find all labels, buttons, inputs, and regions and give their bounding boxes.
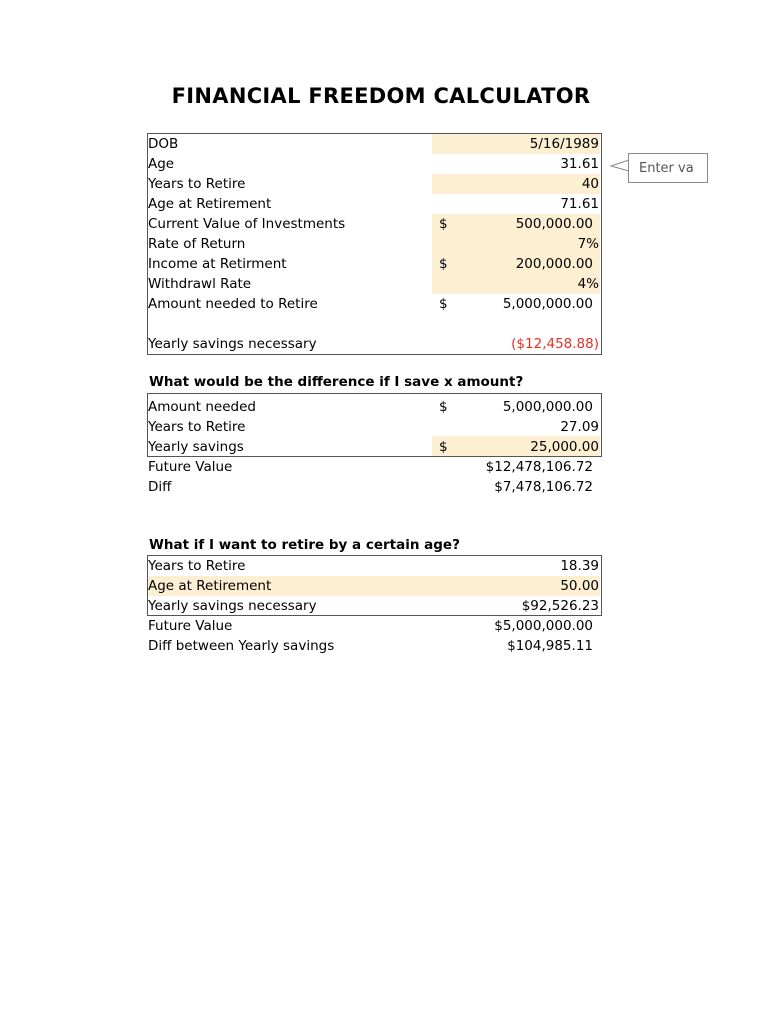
years-to-retire-2-cell: 27.09: [560, 419, 599, 435]
row-label: Amount needed to Retire: [148, 296, 318, 312]
row-diff: [147, 477, 601, 497]
row-rate-of-return: [147, 234, 601, 254]
age-at-retirement-3-cell[interactable]: 50.00: [560, 578, 599, 594]
row-label: DOB: [148, 136, 179, 152]
row-label: Rate of Return: [148, 236, 246, 252]
row-yearly-savings-necessary: [147, 334, 601, 354]
row-current-value: [147, 214, 601, 234]
row-income-at-retirement: [147, 254, 601, 274]
cell-comment[interactable]: Enter va: [628, 153, 708, 183]
income-at-retirement-cell[interactable]: 200,000.00: [515, 256, 593, 272]
row-label: Future Value: [148, 459, 233, 475]
age-at-retirement-cell: 71.61: [560, 196, 599, 212]
row-label: Age at Retirement: [148, 196, 272, 212]
currency-symbol: $: [439, 296, 448, 312]
row-label: Yearly savings necessary: [148, 598, 317, 614]
row-age: [147, 154, 601, 174]
row-dob: [147, 134, 601, 154]
row-amount-needed: [147, 294, 601, 314]
row-amount-needed-2: [147, 397, 601, 417]
current-value-cell[interactable]: 500,000.00: [515, 216, 593, 232]
row-years-to-retire-3: [147, 556, 601, 576]
row-label: Yearly savings necessary: [148, 336, 317, 352]
dob-cell[interactable]: 5/16/1989: [529, 136, 599, 152]
yearly-savings-necessary-cell: ($12,458.88): [511, 336, 599, 352]
section-heading: What would be the difference if I save x amount?: [149, 374, 524, 390]
currency-symbol: $: [439, 256, 448, 272]
row-label: Diff between Yearly savings: [148, 638, 335, 654]
row-years-to-retire: [147, 174, 601, 194]
rate-of-return-cell[interactable]: 7%: [577, 236, 599, 252]
row-label: Years to Retire: [148, 558, 246, 574]
withdrawl-rate-cell[interactable]: 4%: [577, 276, 599, 292]
row-label: Yearly savings: [148, 439, 244, 455]
row-label: Age: [148, 156, 175, 172]
section-heading: What if I want to retire by a certain age?: [149, 537, 460, 553]
age-cell: 31.61: [560, 156, 599, 172]
row-age-at-retirement-3: [147, 576, 601, 596]
currency-symbol: $: [439, 399, 448, 415]
row-years-to-retire-2: [147, 417, 601, 437]
years-to-retire-cell[interactable]: 40: [581, 176, 599, 192]
row-label: Years to Retire: [148, 419, 246, 435]
page-title: FINANCIAL FREEDOM CALCULATOR: [171, 84, 591, 108]
row-label: Amount needed: [148, 399, 256, 415]
row-label: Income at Retirment: [148, 256, 287, 272]
row-diff-yearly-savings: [147, 636, 601, 656]
amount-needed-cell: 5,000,000.00: [502, 296, 593, 312]
row-withdrawl-rate: [147, 274, 601, 294]
row-yearly-savings: [147, 437, 601, 457]
amount-needed-2-cell: 5,000,000.00: [502, 399, 593, 415]
row-label: Future Value: [148, 618, 233, 634]
diff-cell: $7,478,106.72: [494, 479, 593, 495]
row-label: Withdrawl Rate: [148, 276, 252, 292]
diff-yearly-savings-cell: $104,985.11: [507, 638, 593, 654]
currency-symbol: $: [439, 439, 448, 455]
row-future-value-3: [147, 616, 601, 636]
row-label: Years to Retire: [148, 176, 246, 192]
comment-pointer-icon: [610, 158, 630, 178]
row-yearly-savings-necessary-3: [147, 596, 601, 616]
row-age-at-retirement: [147, 194, 601, 214]
currency-symbol: $: [439, 216, 448, 232]
future-value-3-cell: $5,000,000.00: [494, 618, 593, 634]
years-to-retire-3-cell: 18.39: [560, 558, 599, 574]
row-label: Age at Retirement: [148, 578, 272, 594]
yearly-savings-necessary-3-cell: $92,526.23: [521, 598, 599, 614]
future-value-cell: $12,478,106.72: [485, 459, 593, 475]
row-label: Diff: [148, 479, 172, 495]
yearly-savings-cell[interactable]: 25,000.00: [530, 439, 599, 455]
row-label: Current Value of Investments: [148, 216, 346, 232]
row-future-value: [147, 457, 601, 477]
